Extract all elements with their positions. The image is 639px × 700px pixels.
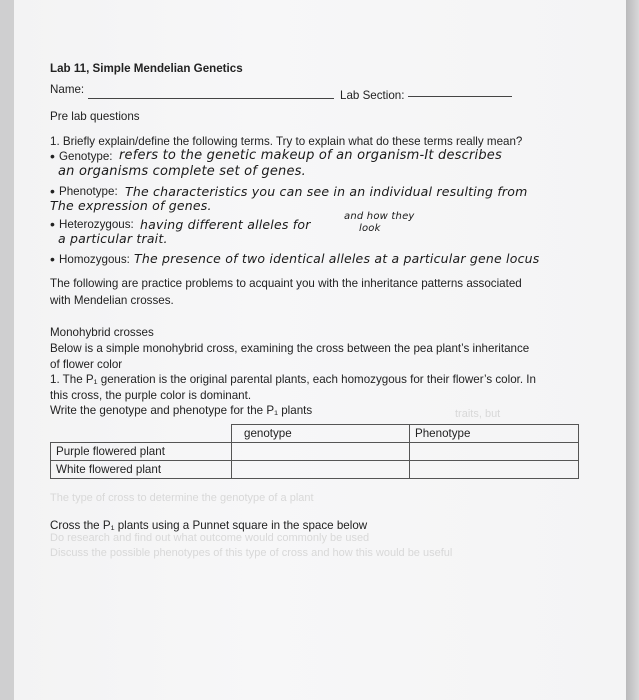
p1-table — [50, 424, 579, 479]
genotype-answer-1[interactable]: refers to the genetic makeup of an organism-It describes — [119, 148, 502, 163]
homozygous-label: • Homozygous: — [59, 253, 130, 266]
monohybrid-heading: Monohybrid crosses — [50, 326, 154, 339]
heterozygous-label: • Heterozygous: — [59, 218, 134, 231]
question-1: 1. Briefly explain/define the following terms. Try to explain what do these terms really mean? — [50, 135, 523, 148]
homozygous-answer[interactable]: The presence of two identical alleles at a particular gene locus — [134, 251, 540, 266]
prelab-heading: Pre lab questions — [50, 110, 140, 123]
practice-intro-1: The following are practice problems to acquaint you with the inheritance patterns associated — [50, 277, 522, 290]
heterozygous-insert-1[interactable]: and how they — [344, 211, 415, 222]
genotype-answer-2[interactable]: an organisms complete set of genes. — [58, 164, 306, 179]
p1-text-2: this cross, the purple color is dominant. — [50, 389, 252, 402]
cross-instruction: Cross the P₁ plants using a Punnet square in the space below — [50, 519, 368, 532]
table-row — [51, 461, 579, 479]
p1-text-3: Write the genotype and phenotype for the P₁ plants — [50, 404, 313, 417]
section-label: Lab Section: — [340, 89, 405, 102]
heterozygous-answer-1[interactable]: having different alleles for — [140, 217, 311, 232]
monohybrid-text-2: of flower color — [50, 358, 123, 371]
table-row — [51, 443, 579, 461]
row-label-purple: Purple flowered plant — [51, 443, 232, 461]
bleed-through-text: The type of cross to determine the genotype of a plant — [50, 492, 314, 504]
p1-text-1: 1. The P₁ generation is the original parental plants, each homozygous for their flower’s color. In — [50, 373, 536, 386]
bleed-through-text: Do research and find out what outcome would commonly be used — [50, 532, 370, 544]
genotype-label: • Genotype: — [59, 150, 113, 163]
practice-intro-2: with Mendelian crosses. — [50, 294, 174, 307]
section-field[interactable] — [408, 96, 512, 97]
table-header-blank — [51, 425, 232, 443]
white-phenotype-cell[interactable] — [410, 461, 579, 479]
page-edge — [626, 0, 639, 700]
purple-phenotype-cell[interactable] — [410, 443, 579, 461]
white-genotype-cell[interactable] — [232, 461, 410, 479]
table-header-row — [51, 425, 579, 443]
punnett-square-space[interactable] — [50, 565, 579, 685]
heterozygous-insert-2[interactable]: look — [359, 223, 381, 234]
table-header-genotype: genotype — [232, 425, 410, 443]
lab-title: Lab 11, Simple Mendelian Genetics — [50, 62, 243, 75]
heterozygous-answer-2[interactable]: a particular trait. — [58, 231, 168, 246]
phenotype-answer-2[interactable]: The expression of genes. — [50, 198, 212, 213]
name-label: Name: — [50, 83, 85, 96]
monohybrid-text-1: Below is a simple monohybrid cross, examining the cross between the pea plant’s inheritance — [50, 342, 530, 355]
row-label-white: White flowered plant — [51, 461, 232, 479]
bleed-through-text: Discuss the possible phenotypes of this type of cross and how this would be useful — [50, 547, 453, 559]
phenotype-answer-1[interactable]: The characteristics you can see in an individual resulting from — [125, 184, 528, 199]
table-header-phenotype: Phenotype — [410, 425, 579, 443]
phenotype-label: • Phenotype: — [59, 185, 118, 198]
bleed-through-text: traits, but — [455, 408, 501, 420]
purple-genotype-cell[interactable] — [232, 443, 410, 461]
name-field[interactable] — [88, 98, 334, 99]
